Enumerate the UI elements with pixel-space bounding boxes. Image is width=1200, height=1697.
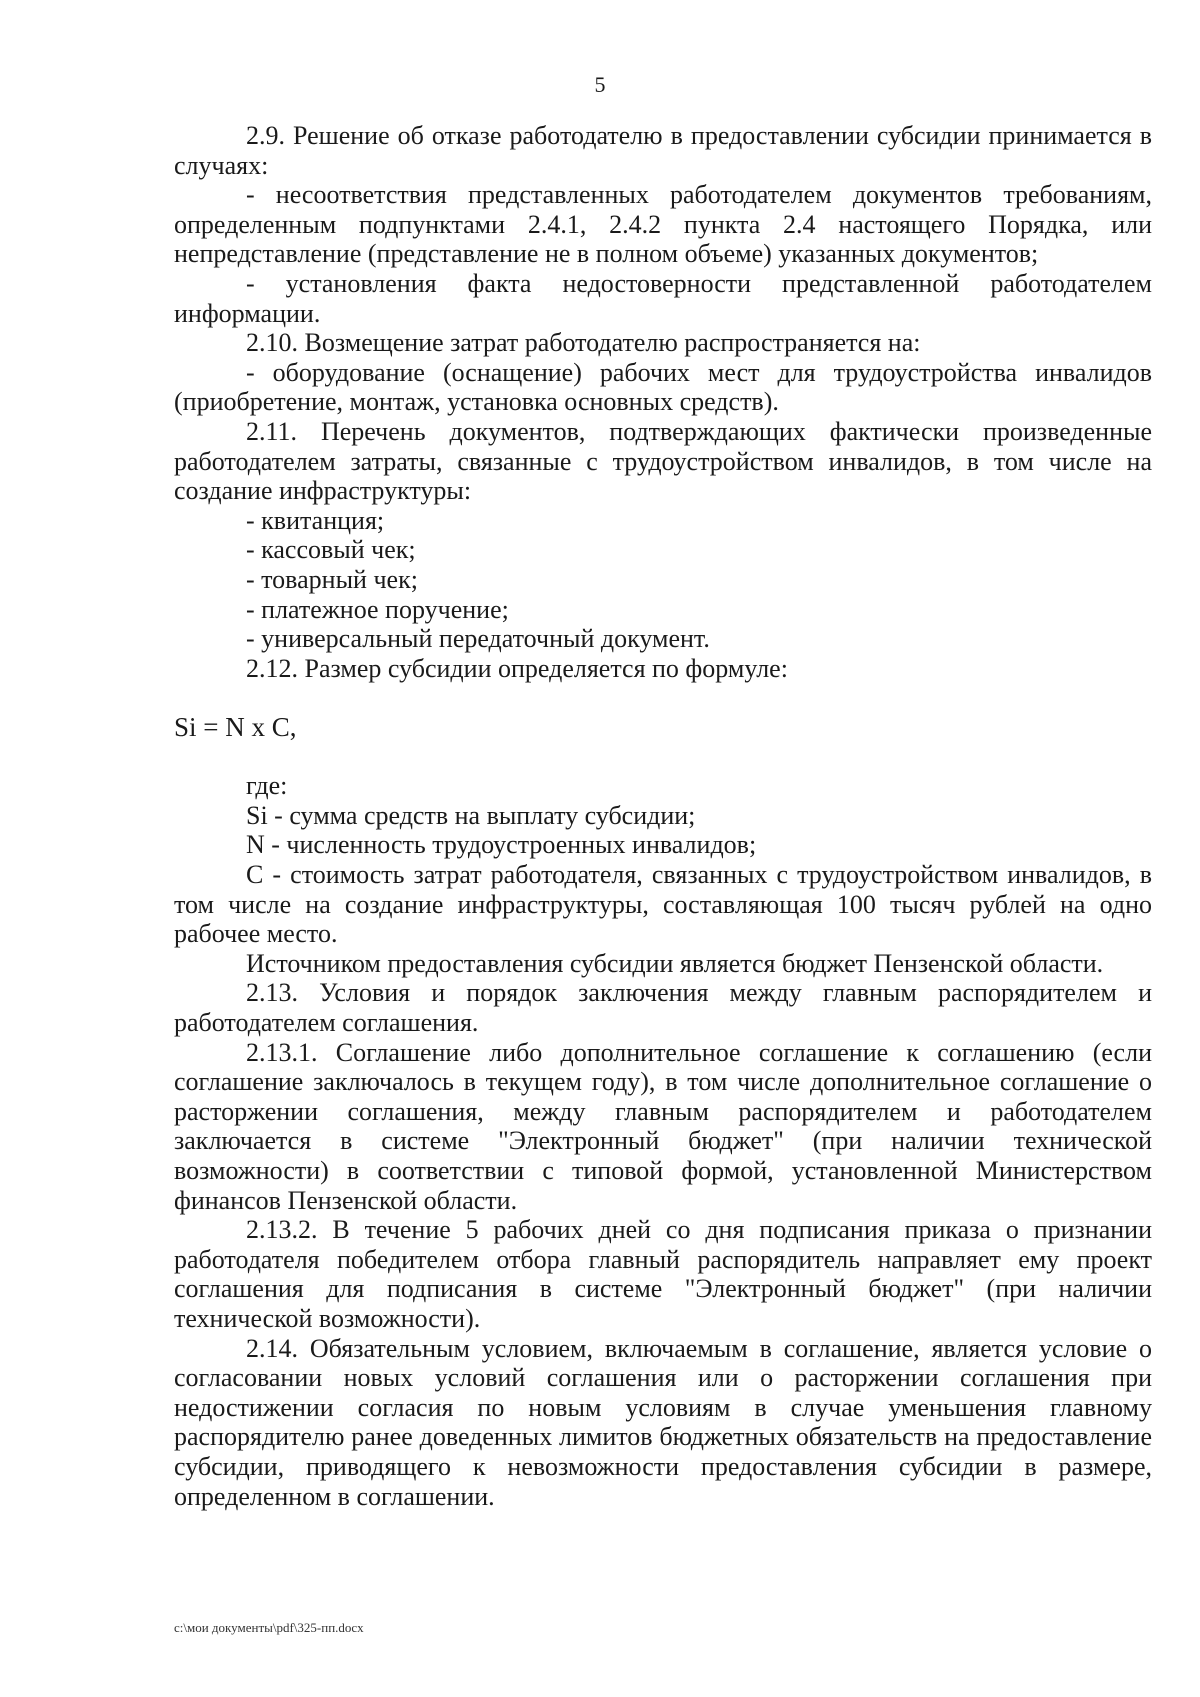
paragraph-2-13: 2.13. Условия и порядок заключения между главным распорядителем и работодателем соглашения.	[174, 978, 1152, 1038]
subsidy-formula: Si = N x C,	[174, 712, 297, 743]
file-path-footer: c:\мои документы\pdf\325-пп.docx	[174, 1620, 364, 1635]
list-item-receipt: - квитанция;	[246, 505, 385, 535]
paragraph-2-10-item: - оборудование (оснащение) рабочих мест для трудоустройства инвалидов (приобретение, монтаж, установка основных средств).	[174, 357, 1152, 417]
paragraph-2-14: 2.14. Обязательным условием, включаемым в соглашение, является условие о согласовании новых условий соглашения или о расторжении соглашения при недостижении согласия по новым условиям в случае уменьшения главному распорядителю ранее доведенных лимитов бюджетных обязательств на предоставление субсидии, приводящего к невозможности предоставления субсидии в размере, определенном в соглашении.	[174, 1333, 1152, 1511]
document-body	[174, 121, 1152, 1511]
formula-def-c: C - стоимость затрат работодателя, связанных с трудоустройством инвалидов, в том числе на создание инфраструктуры, составляющая 100 тысяч рублей на одно рабочее место.	[174, 860, 1152, 949]
list-item-payment-order: - платежное поручение;	[246, 594, 509, 624]
paragraph-2-9-item-2: - установления факта недостоверности представленной работодателем информации.	[174, 268, 1152, 328]
formula-def-si: Si - сумма средств на выплату субсидии;	[246, 800, 696, 830]
paragraph-2-9-item-1: - несоответствия представленных работодателем документов требованиям, определенным подпунктами 2.4.1, 2.4.2 пункта 2.4 настоящего Порядка, или непредставление (представление не в полном объеме) указанных документов;	[174, 180, 1152, 269]
list-item-cash-receipt: - кассовый чек;	[246, 535, 416, 565]
list-item-sales-receipt: - товарный чек;	[246, 564, 418, 594]
paragraph-2-9: 2.9. Решение об отказе работодателю в предоставлении субсидии принимается в случаях:	[174, 121, 1152, 180]
paragraph-2-10: 2.10. Возмещение затрат работодателю распространяется на:	[246, 328, 921, 358]
formula-where: где:	[246, 771, 288, 801]
list-item-transfer-document: - универсальный передаточный документ.	[246, 624, 710, 654]
page-number: 5	[594, 72, 606, 97]
formula-def-n: N - численность трудоустроенных инвалидов;	[246, 830, 757, 860]
funding-source: Источником предоставления субсидии является бюджет Пензенской области.	[246, 948, 1104, 978]
paragraph-2-13-1: 2.13.1. Соглашение либо дополнительное соглашение к соглашению (если соглашение заключалось в текущем году), в том числе дополнительное соглашение о расторжении соглашения, между главным распорядителем и работодателем заключается в системе "Электронный бюджет" (при наличии технической возможности) в соответствии с типовой формой, установленной Министерством финансов Пензенской области.	[174, 1037, 1152, 1215]
paragraph-2-12: 2.12. Размер субсидии определяется по формуле:	[246, 653, 788, 683]
paragraph-2-13-2: 2.13.2. В течение 5 рабочих дней со дня подписания приказа о признании работодателя победителем отбора главный распорядитель направляет ему проект соглашения для подписания в системе "Электронный бюджет" (при наличии технической возможности).	[174, 1215, 1152, 1333]
paragraph-2-11: 2.11. Перечень документов, подтверждающих фактически произведенные работодателем затраты, связанные с трудоустройством инвалидов, в том числе на создание инфраструктуры:	[174, 416, 1152, 506]
